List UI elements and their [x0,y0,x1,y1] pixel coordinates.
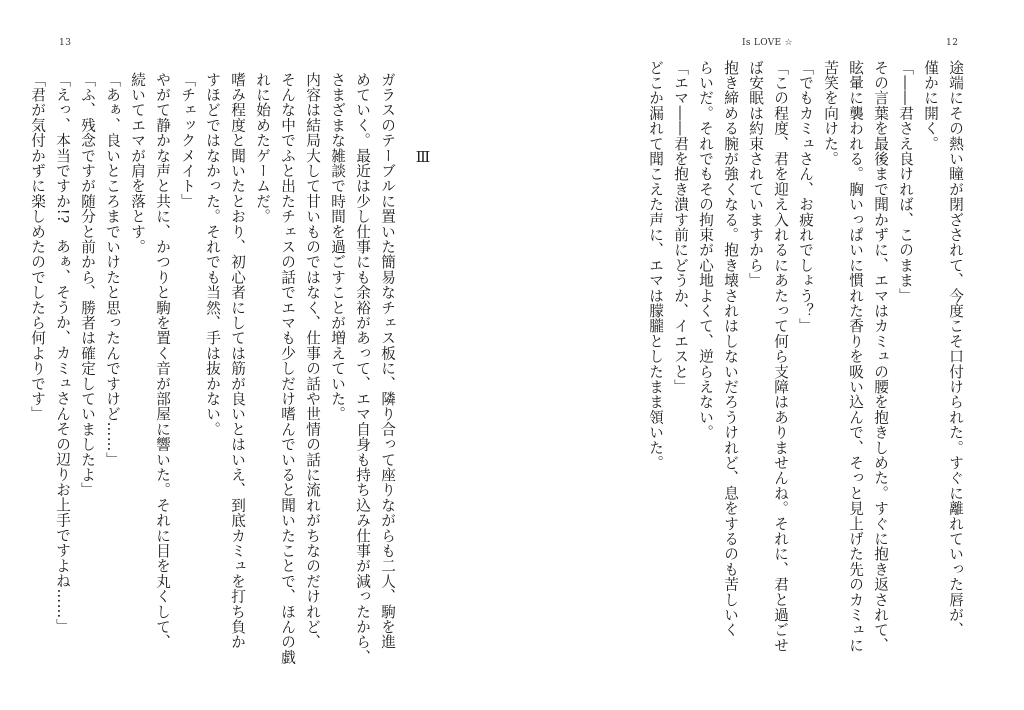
body-line: 内容は結局大して甘いものではなく、仕事の話や世情の話に流れがちなのだけれど、 [304,72,321,650]
body-line: さまざまな雑談で時間を過ごすことが増えていた。 [329,72,346,422]
body-line: らいだ。それでもその拘束が心地よくて、逆らえない。 [697,60,714,440]
page-number-left: 13 [59,38,72,48]
body-line: 「ふ、残念ですが随分と前から、勝者は確定していましたよ」 [79,72,96,498]
left-page-body [25,72,400,672]
right-page-body [643,60,968,660]
body-line: 「でもカミュさん、お疲れでしょう？」 [797,60,814,334]
body-line: 「あぁ、良いところまでいけたと思ったんですけど……」 [104,72,121,468]
body-line: 途端にその熱い瞳が閉ざされて、今度こそ口付けられた。すぐに離れていった唇が、 [947,60,964,638]
body-line: 続いてエマが肩を落とす。 [129,72,146,255]
body-line: 抱き締める腕が強くなる。抱き壊されはしないだろうけれど、息をするのも苦しいく [722,60,739,638]
chapter-heading: Ⅲ [414,148,432,168]
page-number-right: 12 [946,38,959,48]
body-line: どこか漏れて聞こえた声に、エマは朦朧としたまま領いた。 [647,60,664,471]
body-line: 嗜み程度と聞いたとおり、初心者にしては筋が良いとはいえ、到底カミュを打ち負か [229,72,246,650]
running-title: Is LOVE ☆ [742,38,793,48]
body-line: れに始めたゲームだ。 [254,72,271,224]
body-line: 「えっ、本当ですか!? あぁ、そうか、カミュさんその辺りお上手ですよね……」 [54,72,71,635]
body-line: その言葉を最後まで聞かずに、エマはカミュの腰を抱きしめた。すぐに抱き返されて、 [872,60,889,653]
body-line: 僅かに開く。 [922,60,939,152]
body-line: そんな中でふと出たチェスの話でエマも少しだけ嗜んでいると聞いたことで、ほんの戯 [279,72,296,665]
body-line: やがて静かな声と共に、かつりと駒を置く音が部屋に響いた。それに目を丸くして、 [154,72,171,650]
body-line: ガラスのテーブルに置いた簡易なチェス板に、隣り合って座りながらも二人、駒を進 [379,72,396,650]
body-line: 「君が気付かずに楽しめたのでしたら何よりです」 [29,72,46,422]
body-line: すほどではなかった。それでも当然、手は抜かない。 [204,72,221,437]
body-line: 「チェックメイト」 [179,72,196,209]
body-line: めていく。最近は少し仕事にも余裕があって、エマ自身も持ち込み仕事が減ったから、 [354,72,371,665]
body-line: 苦笑を向けた。 [822,60,839,167]
body-line: ば安眠は約束されていますから」 [747,60,764,288]
body-line: 「この程度、君を迎え入れるにあたって何ら支障はありませんね。それに、君と過ごせ [772,60,789,653]
body-line: 「――君さえ良ければ、このまま」 [897,60,914,304]
body-line: 「エマ――君を抱き潰す前にどうか、イエスと」 [672,60,689,395]
body-line: 眩暈に襲われる。胸いっぱいに慣れた香りを吸い込んで、そっと見上げた先のカミュに [847,60,864,653]
